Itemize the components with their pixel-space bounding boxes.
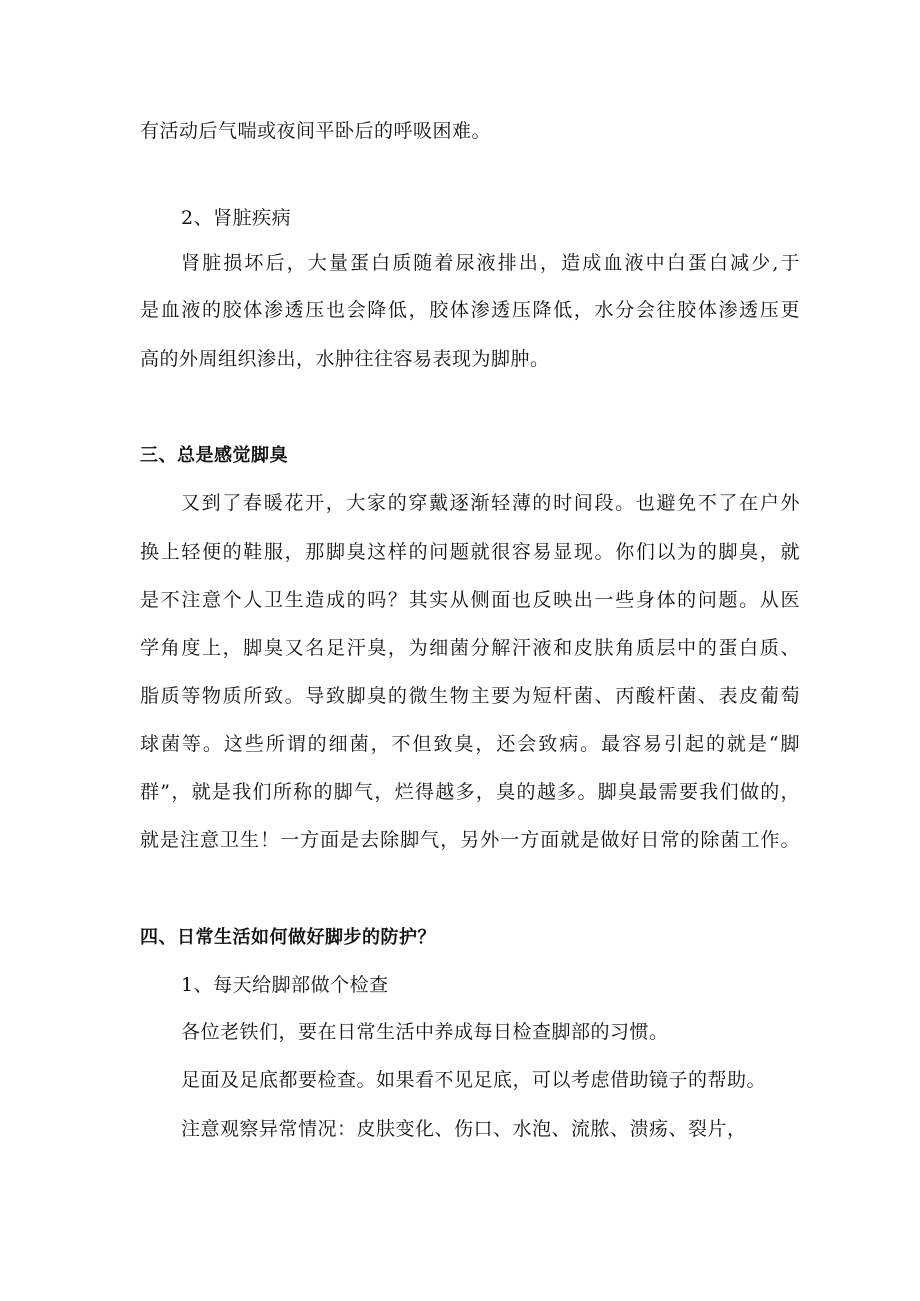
section-heading-foot-care: 四、日常生活如何做好脚步的防护？ xyxy=(140,927,436,948)
paragraph-line: 有活动后气喘或夜间平卧后的呼吸困难。 xyxy=(140,120,492,142)
paragraph-line: 注意观察异常情况：皮肤变化、伤口、水泡、流脓、溃疡、裂片， xyxy=(181,1118,747,1140)
paragraph-line: 脂质等物质所致。导致脚臭的微生物主要为短杆菌、丙酸杆菌、表皮葡萄 xyxy=(140,685,800,707)
paragraph-line: 是不注意个人卫生造成的吗？其实从侧面也反映出一些身体的问题。从医 xyxy=(140,589,800,611)
paragraph-line: 就是注意卫生！一方面是去除脚气，另外一方面就是做好日常的除菌工作。 xyxy=(140,829,800,851)
paragraph-line: 高的外周组织渗出，水肿往往容易表现为脚肿。 xyxy=(140,348,550,370)
paragraph-line: 是血液的胶体渗透压也会降低，胶体渗透压降低，水分会往胶体渗透压更 xyxy=(140,299,800,321)
section-heading-foot-odor: 三、总是感觉脚臭 xyxy=(140,445,288,466)
paragraph-line: 球菌等。这些所谓的细菌，不但致臭，还会致病。最容易引起的就是“脚 xyxy=(140,733,800,755)
paragraph-line: 肾脏损坏后，大量蛋白质随着尿液排出，造成血液中白蛋白减少,于 xyxy=(181,252,800,274)
paragraph-line: 又到了春暖花开，大家的穿戴逐渐轻薄的时间段。也避免不了在户外 xyxy=(181,492,800,514)
subheading-kidney-disease: 2、肾脏疾病 xyxy=(181,207,292,229)
paragraph-line: 群”，就是我们所称的脚气，烂得越多，臭的越多。脚臭最需要我们做的， xyxy=(140,781,800,803)
paragraph-line: 足面及足底都要检查。如果看不见足底，可以考虑借助镜子的帮助。 xyxy=(181,1069,767,1091)
paragraph-line: 各位老铁们，要在日常生活中养成每日检查脚部的习惯。 xyxy=(181,1021,669,1043)
paragraph-line: 换上轻便的鞋服，那脚臭这样的问题就很容易显现。你们以为的脚臭，就 xyxy=(140,541,800,563)
subheading-daily-check: 1、每天给脚部做个检查 xyxy=(181,974,389,996)
paragraph-line: 学角度上，脚臭又名足汗臭，为细菌分解汗液和皮肤角质层中的蛋白质、 xyxy=(140,637,800,659)
